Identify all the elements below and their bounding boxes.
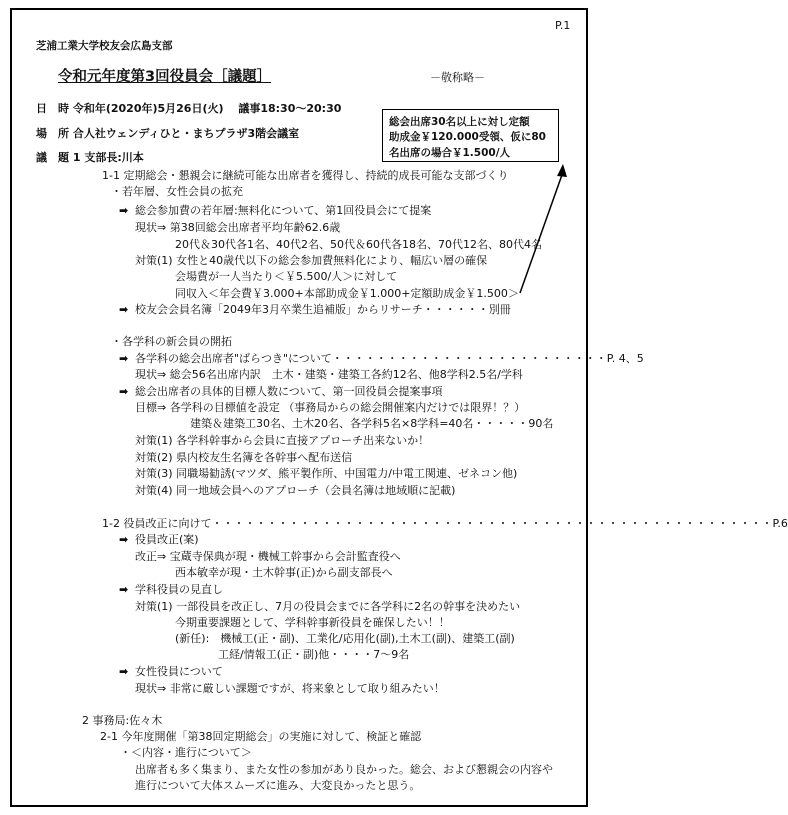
item-text: 改正⇒ 宝蔵寺保典が現・機械工幹事から会計監査役へ (135, 550, 401, 563)
item-text: (新任): 機械工(正・副)、工業化/応用化(副),土木工(副)、建築工(副) (175, 632, 515, 645)
meeting-date: 日 時 令和年(2020年)5月26日(火) 議事18:30～20:30 (36, 102, 342, 115)
right-arrow-icon: ➡ (119, 352, 129, 365)
item-text: 対策(1) 各学科幹事から会員に直接アプローチ出来ないか！ (135, 434, 430, 447)
page-number: P.1 (555, 19, 571, 32)
box-line: 総会出席30名以上に対し定額 (389, 116, 530, 128)
item-text: 総会参加費の若年層:無料化について、第1回役員会にて提案 (135, 204, 432, 217)
item-text: 対策(1) 女性と40歳代以下の総会参加費無料化により、幅広い層の確保 (135, 254, 488, 267)
item-text: 対策(4) 同一地域会員へのアプローチ（会員名簿は地域順に記載) (135, 484, 456, 497)
item-text: 現状⇒ 総会56名出席内訳 土木・建築・建築工各約12名、他8学科2.5名/学科 (135, 368, 523, 381)
box-line: 名出席の場合￥1.500/人 (389, 147, 511, 159)
item-text: 女性役員について (135, 665, 223, 678)
item-text: 現状⇒ 第38回総会出席者平均年齢62.6歳 (135, 221, 341, 234)
item-text: 校友会会員名簿「2049年3月卒業生追補版」からリサーチ・・・・・・別冊 (135, 303, 511, 316)
item-text: 西本敏幸が現・土木幹事(正)から副支部長へ (175, 566, 393, 579)
bullet-young-women: ・若年層、女性会員の拡充 (111, 185, 243, 198)
item-text: 総会出席者の具体的目標人数について、第一回役員会提案事項 (135, 385, 443, 398)
item-text: 出席者も多く集まり、また女性の参加があり良かった。総会、および懇親会の内容や (135, 763, 553, 776)
item-text: 役員改正(案) (135, 533, 199, 546)
item-text: 目標⇒ 各学科の目標値を設定 （事務局からの総会開催案内だけでは限界！？） (135, 401, 526, 414)
item-text: 20代＆30代各1名、40代2名、50代＆60代各18名、70代12名、80代4名 (175, 238, 542, 251)
right-arrow-icon: ➡ (119, 385, 129, 398)
bullet-new-members: ・各学科の新会員の開拓 (111, 335, 232, 348)
salutation-note: －敬称略－ (430, 71, 485, 84)
right-arrow-icon: ➡ (119, 665, 129, 678)
document-title: 令和元年度第3回役員会［議題］ (58, 69, 272, 85)
item-text: 対策(1) 一部役員を改正し、7月の役員会までに各学科に2名の幹事を決めたい (135, 600, 521, 613)
item-text: 各学科の総会出席者"ばらつき"について・・・・・・・・・・・・・・・・・・・・・・・・・P. 4、5 (135, 352, 644, 365)
right-arrow-icon: ➡ (119, 303, 129, 316)
right-arrow-icon: ➡ (119, 533, 129, 546)
item-text: 会場費が一人当たり＜￥5.500/人＞に対して (175, 270, 398, 283)
agenda-heading: 議 題 1 支部長:川本 (36, 151, 144, 164)
meeting-place: 場 所 合人社ウェンディひと・まちプラザ3階会議室 (36, 127, 300, 140)
section-1-2: 1-2 役員改正に向けて・・・・・・・・・・・・・・・・・・・・・・・・・・・・・・・・・・・・・・・・・・・・・・・・・・・P.6 (102, 517, 788, 530)
item-text: 進行について大体スムーズに進み、大変良かったと思う。 (135, 779, 421, 792)
item-text: 対策(2) 県内校友生名簿を各幹事へ配布送信 (135, 451, 353, 464)
item-text: 現状⇒ 非常に厳しい課題ですが、将来象として取り組みたい！ (135, 682, 445, 695)
item-text: 工経/情報工(正・副)他・・・・7～9名 (218, 648, 410, 661)
right-arrow-icon: ➡ (119, 583, 129, 596)
item-text: 建築＆建築工30名、土木20名、各学科5名×8学科=40名・・・・・90名 (190, 417, 554, 430)
item-text: 今期重要課題として、学科幹事新役員を確保したい！！ (175, 616, 450, 629)
item-text: 同収入＜年会費￥3.000+本部助成金￥1.000+定額助成金￥1.500＞ (175, 287, 519, 300)
organization-name: 芝浦工業大学校友会広島支部 (36, 40, 173, 52)
item-text: ・＜内容・進行について＞ (120, 746, 252, 759)
item-text: 対策(3) 同職場勧誘(マツダ、熊平製作所、中国電力/中電工関連、ゼネコン他) (135, 467, 518, 480)
box-line: 助成金￥120.000受領、仮に80 (389, 131, 546, 143)
item-text: 学科役員の見直し (135, 583, 223, 596)
section-2-1: 2-1 今年度開催「第38回定期総会」の実施に対して、検証と確認 (100, 730, 422, 743)
section-2: 2 事務局:佐々木 (82, 714, 163, 727)
right-arrow-icon: ➡ (119, 204, 129, 217)
section-1-1: 1-1 定期総会・懇親会に継続可能な出席者を獲得し、持続的成長可能な支部づくり (102, 169, 509, 182)
